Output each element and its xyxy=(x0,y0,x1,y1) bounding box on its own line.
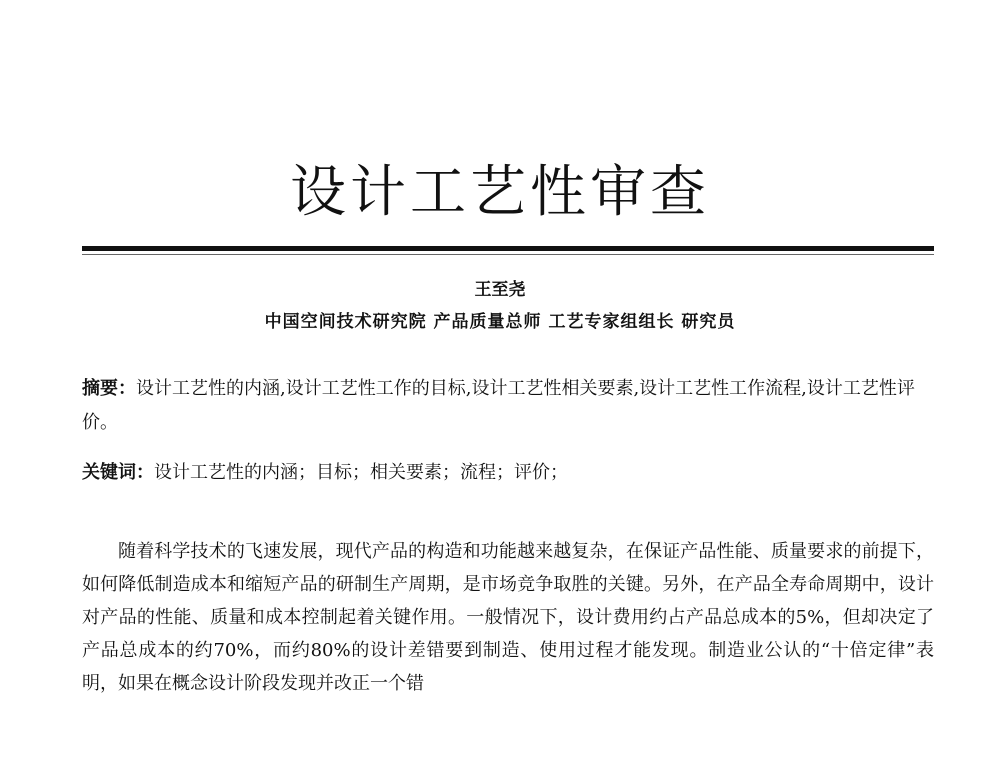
author-affiliation: 中国空间技术研究院 产品质量总师 工艺专家组组长 研究员 xyxy=(264,312,736,332)
abstract-label: 摘要： xyxy=(82,378,136,399)
keywords-text: 设计工艺性的内涵；目标；相关要素；流程；评价； xyxy=(154,462,568,483)
body-paragraph: 随着科学技术的飞速发展，现代产品的构造和功能越来越复杂，在保证产品性能、质量要求的前提下，如何降低制造成本和缩短产品的研制生产周期，是市场竞争取胜的关键。另外，在产品全寿命周期中，设计对产品的性能、质量和成本控制起着关键作用。一般情况下，设计费用约占产品总成本的5%，但却决定了产品总成本的约70%，而约80%的设计差错要到制造、使用过程才能发现。制造业公认的“十倍定律”表明，如果在概念设计阶段发现并改正一个错 xyxy=(82,541,934,694)
paper-title: 设计工艺性审查 xyxy=(290,160,710,225)
abstract-block xyxy=(82,372,942,440)
abstract-text: 设计工艺性的内涵,设计工艺性工作的目标,设计工艺性相关要素,设计工艺性工作流程,设计工艺性评价。 xyxy=(82,378,915,433)
title-rule-thin xyxy=(82,254,934,255)
title-rule-thick xyxy=(82,246,934,251)
keywords-label: 关键词： xyxy=(82,462,154,483)
keywords-block xyxy=(82,456,942,490)
author-name: 王至尧 xyxy=(474,280,526,300)
